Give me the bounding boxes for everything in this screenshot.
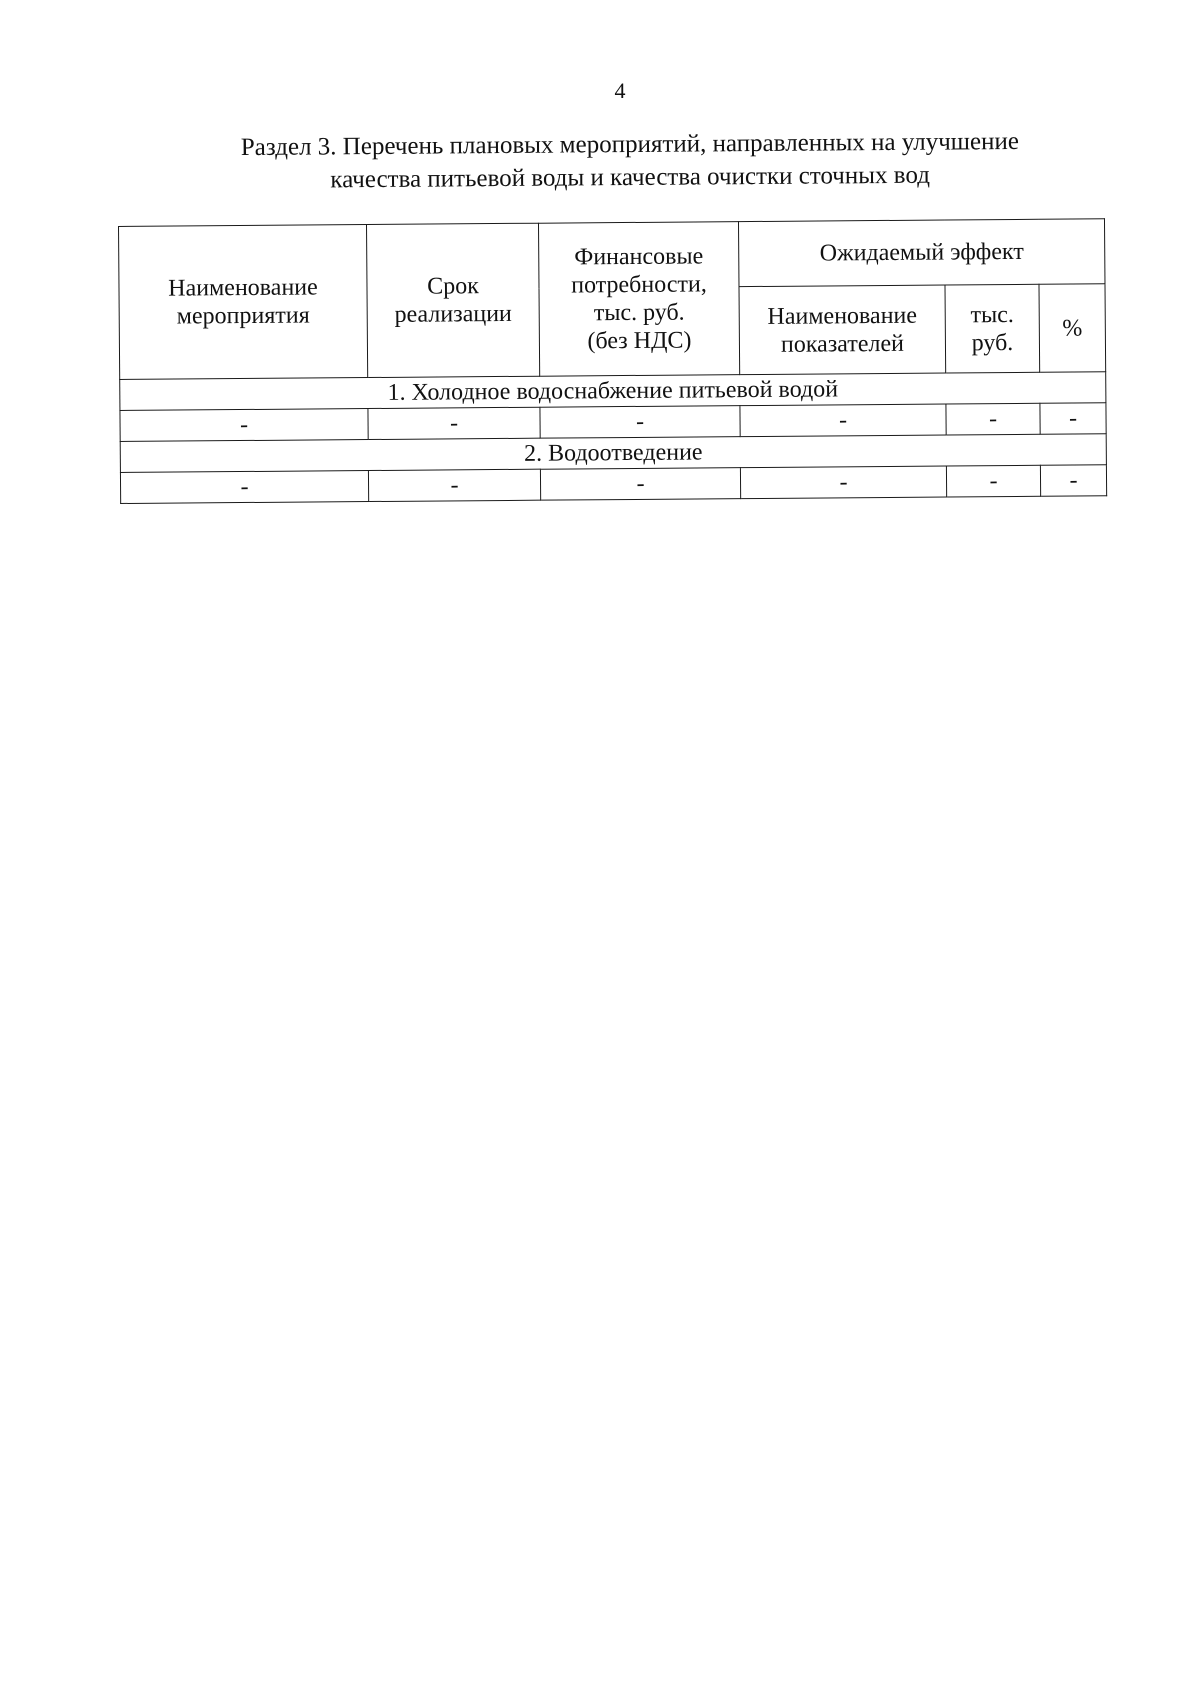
header-measure-name [119, 225, 368, 380]
table-cell: - [946, 465, 1040, 497]
header-thousand-rub-line-1: тыс. [970, 301, 1014, 329]
table-cell: - [740, 466, 946, 499]
header-indicators-name-line-1: Наименование [767, 302, 918, 330]
header-financial-needs-line-4: (без НДС) [587, 327, 692, 355]
table-cell: - [1040, 465, 1106, 497]
header-percent: % [1039, 284, 1106, 372]
page-number: 4 [614, 78, 626, 103]
section-title-drainage: 2. Водоотведение [120, 434, 1106, 473]
header-term-line-2: реализации [394, 300, 512, 328]
header-term-line-1: Срок [427, 273, 479, 300]
table-cell: - [946, 403, 1040, 435]
header-financial-needs [538, 222, 739, 377]
table-cell: - [120, 471, 368, 504]
measures-table-wrapper [118, 218, 1106, 504]
header-financial-needs-line-1: Финансовые [574, 243, 704, 271]
header-thousand-rub-line-2: руб. [971, 329, 1014, 357]
header-expected-effect: Ожидаемый эффект [738, 219, 1105, 287]
table-cell: - [540, 406, 740, 439]
header-measure-name-line-1: Наименование [168, 274, 318, 302]
header-indicators-name-line-2: показателей [780, 330, 905, 358]
measures-table [118, 218, 1107, 504]
section-heading [140, 124, 1120, 198]
header-financial-needs-line-3: тыс. руб. [593, 299, 685, 327]
section-heading-line-2: качества питьевой воды и качества очистки сточных вод [330, 161, 930, 194]
table-cell: - [368, 407, 540, 439]
table-cell: - [540, 468, 740, 501]
table-cell: - [120, 409, 368, 442]
header-measure-name-line-2: мероприятия [176, 302, 310, 330]
table-row [120, 465, 1106, 504]
header-financial-needs-line-2: потребности, [571, 271, 707, 299]
table-cell: - [1040, 403, 1106, 435]
section-heading-line-1: Раздел 3. Перечень плановых мероприятий, направленных на улучшение [240, 127, 1020, 162]
section-title-cold-water: 1. Холодное водоснабжение питьевой водой [120, 372, 1106, 411]
header-thousand-rub [945, 285, 1040, 373]
header-indicators-name [739, 285, 946, 374]
table-cell: - [740, 404, 946, 437]
table-cell: - [368, 469, 540, 501]
header-term [366, 223, 539, 377]
